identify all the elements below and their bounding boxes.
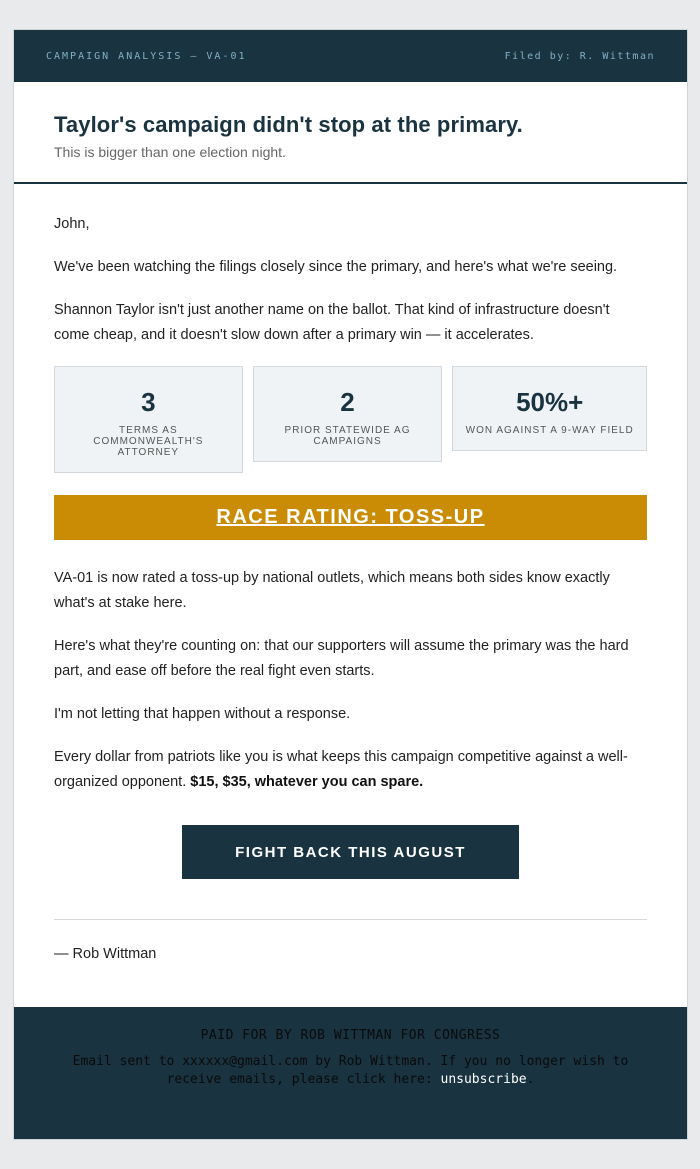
- unsubscribe-note: [71, 1053, 631, 1089]
- campaign-label: CAMPAIGN ANALYSIS — VA-01: [46, 50, 247, 62]
- unsubscribe-note-end: .: [526, 1072, 535, 1087]
- email-footer: [14, 1007, 687, 1139]
- paragraph-1: We've been watching the filings closely since the primary, and here's what we're seeing.: [54, 259, 618, 275]
- race-rating-link[interactable]: RACE RATING: TOSS-UP: [216, 506, 485, 528]
- body-continued: [54, 566, 647, 795]
- stat-card: [253, 366, 443, 462]
- paragraph-4: Here's what they're counting on: that our supporters will assume the primary was the hard part, and ease off before the real fight even starts.: [54, 638, 629, 679]
- race-rating-banner[interactable]: [54, 495, 647, 540]
- paragraph-3: VA-01 is now rated a toss-up by national outlets, which means both sides know exactly what's at stake here.: [54, 570, 610, 611]
- headline-section: [14, 82, 687, 184]
- unsubscribe-note-text: Email sent to xxxxxx@gmail.com by Rob Wittman. If you no longer wish to receive emails, please click here:: [72, 1054, 629, 1087]
- fight-back-button[interactable]: FIGHT BACK THIS AUGUST: [182, 825, 519, 879]
- email-header-bar: [14, 30, 687, 82]
- paragraph-6: [54, 745, 647, 795]
- paid-for-disclaimer: PAID FOR BY ROB WITTMAN FOR CONGRESS: [200, 1028, 501, 1043]
- stat-label: WON AGAINST A 9-WAY FIELD: [465, 425, 634, 436]
- stat-value: 2: [340, 387, 355, 417]
- cta-wrapper: [54, 825, 647, 879]
- stat-label: PRIOR STATEWIDE AG CAMPAIGNS: [284, 425, 411, 447]
- paragraph-6-text: Every dollar from patriots like you is what keeps this campaign competitive against a well-organized opponent.: [54, 749, 628, 790]
- email-body: [14, 184, 687, 962]
- unsubscribe-link[interactable]: unsubscribe: [440, 1072, 527, 1087]
- divider: [54, 919, 647, 920]
- stat-label: TERMS AS COMMONWEALTH'S ATTORNEY: [93, 425, 204, 458]
- signature: — Rob Wittman: [54, 946, 157, 962]
- email-container: [13, 29, 688, 1140]
- greeting: John,: [54, 216, 90, 232]
- stat-value: 3: [141, 387, 156, 417]
- donation-amounts: $15, $35, whatever you can spare.: [190, 774, 424, 790]
- filed-by-label: Filed by: R. Wittman: [504, 50, 655, 62]
- stat-card: [54, 366, 243, 473]
- paragraph-2: Shannon Taylor isn't just another name on the ballot. That kind of infrastructure doesn't come cheap, and it doesn't slow down after a primary win — it accelerates.: [54, 302, 610, 343]
- headline-title: Taylor's campaign didn't stop at the primary.: [54, 112, 523, 137]
- headline-subtitle: This is bigger than one election night.: [54, 144, 286, 160]
- stat-value: 50%+: [516, 387, 584, 417]
- stats-row: [54, 366, 647, 473]
- paragraph-5: I'm not letting that happen without a response.: [54, 706, 351, 722]
- stat-card: [452, 366, 647, 451]
